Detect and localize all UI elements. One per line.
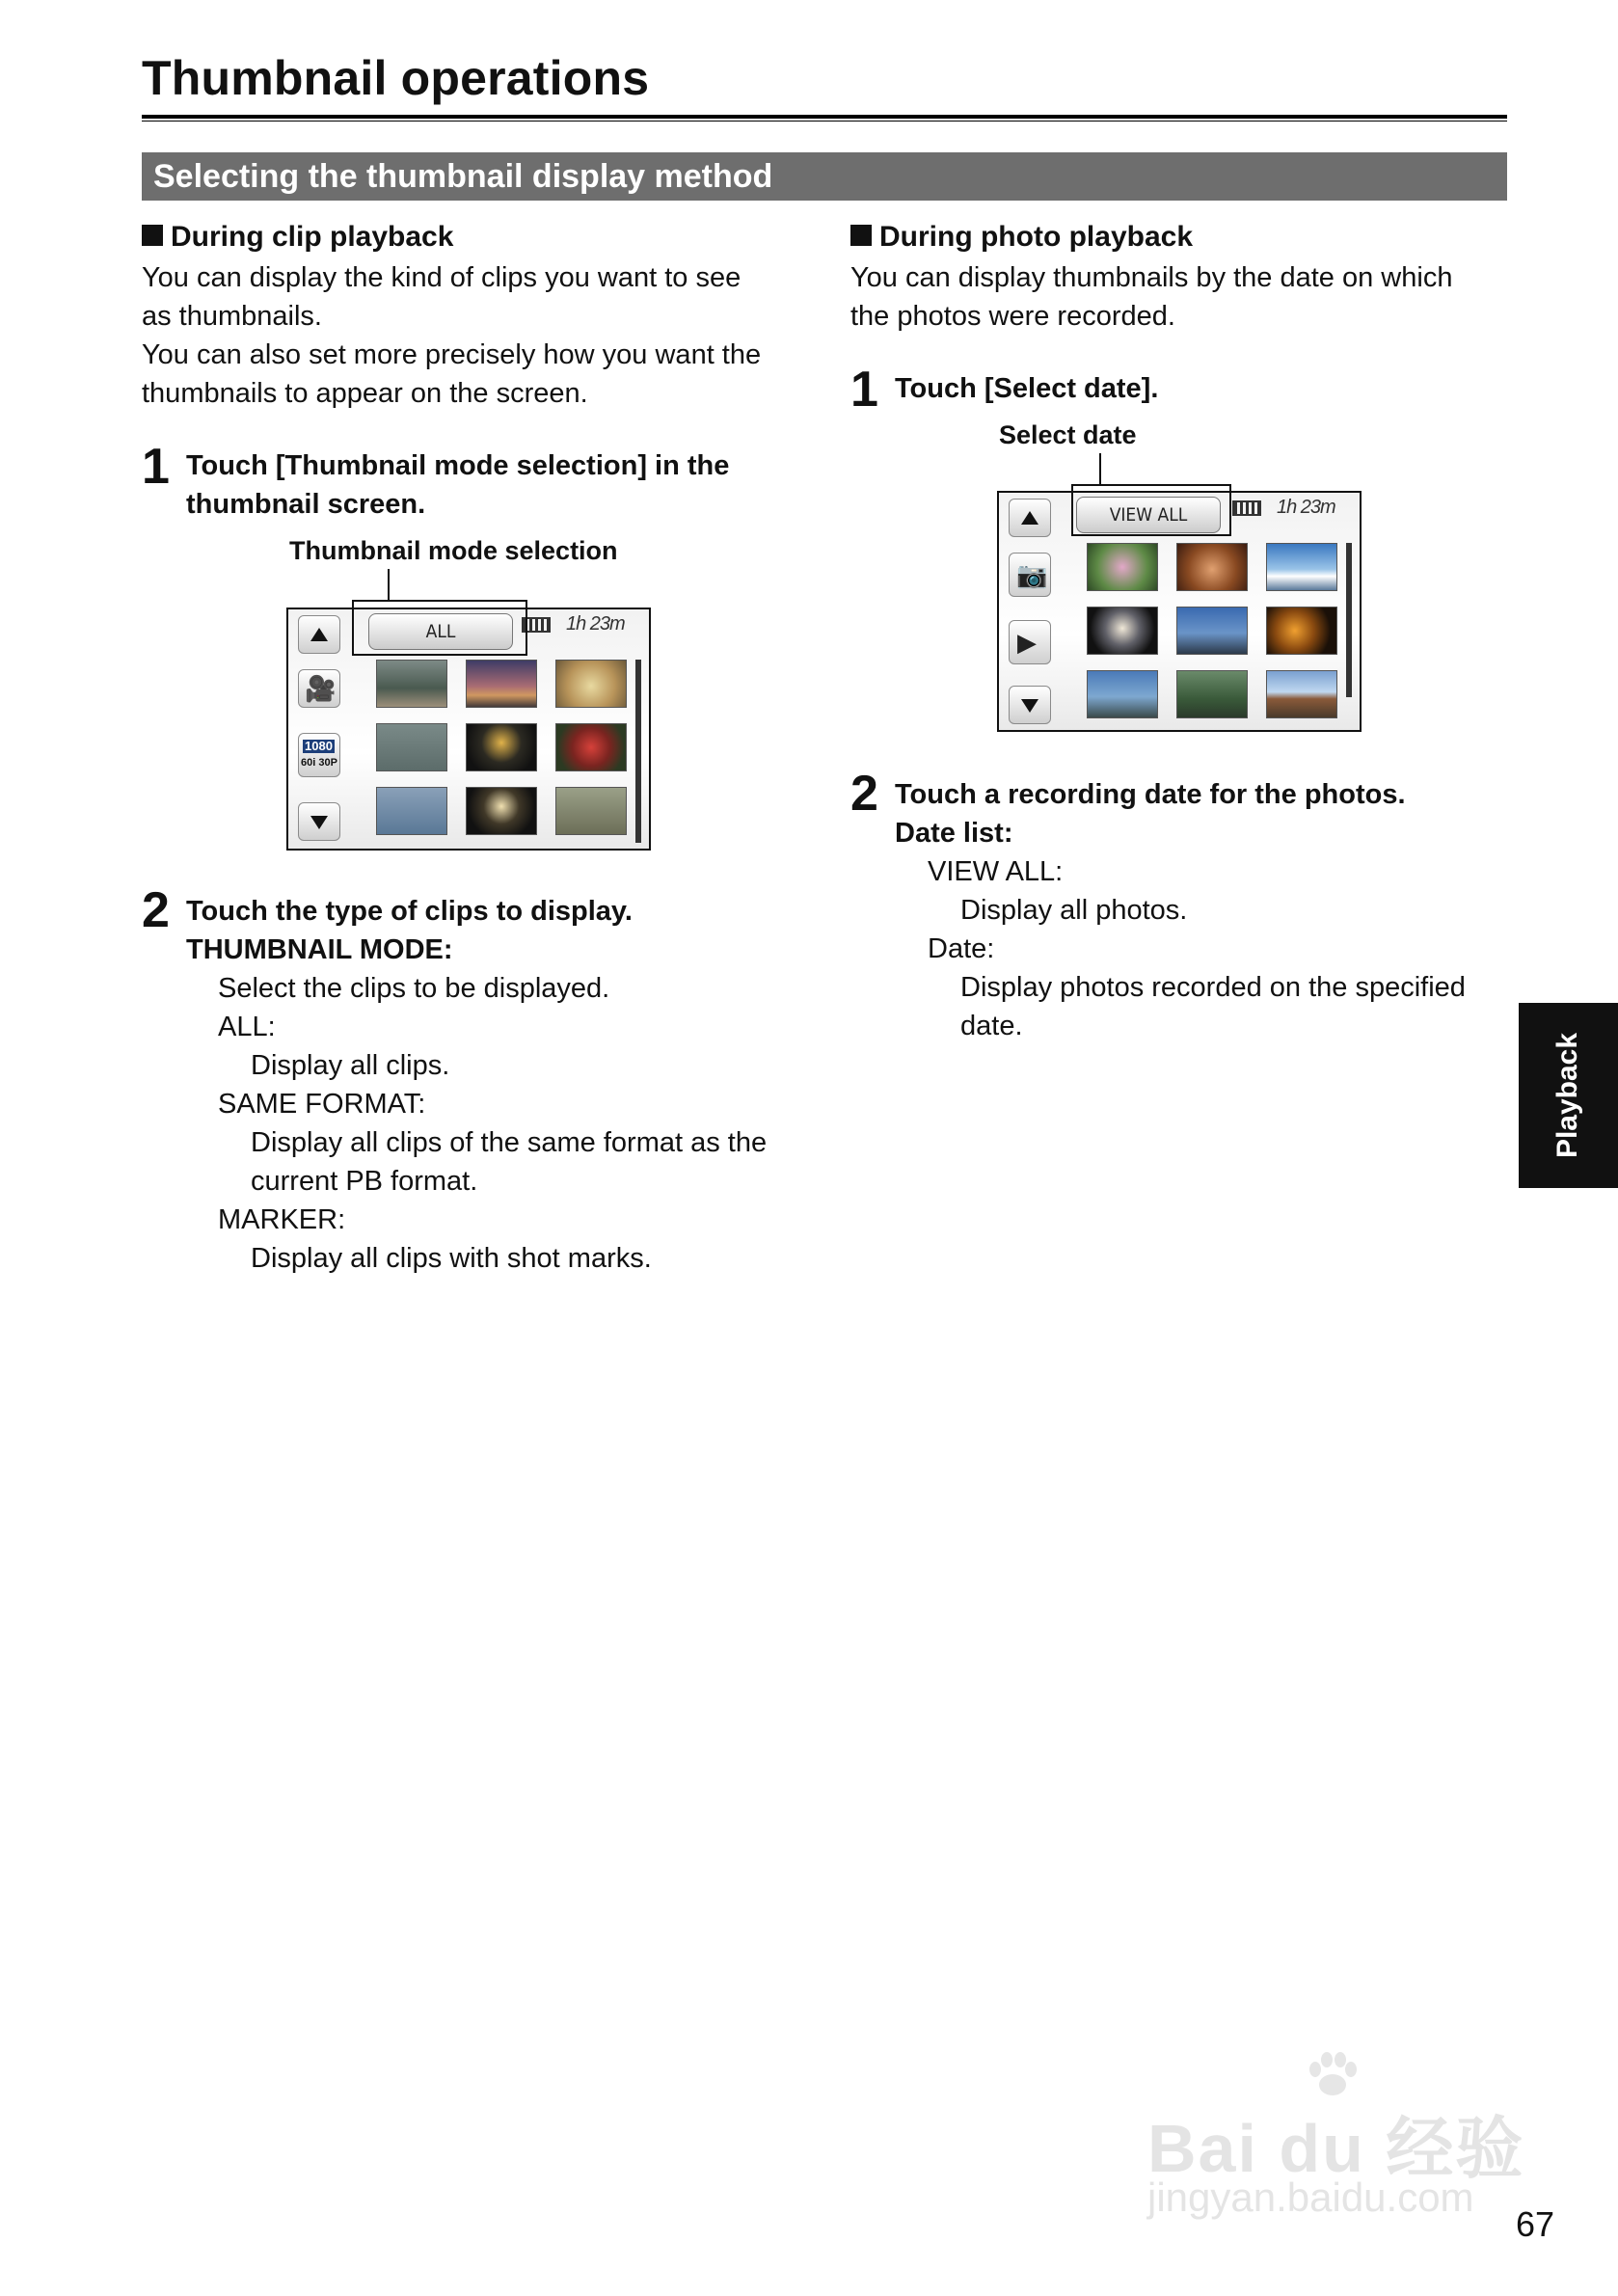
photo-thumbnail[interactable] [1266,670,1337,718]
movie-mode-button[interactable] [298,669,340,708]
movie-camera-icon: 🎥 [305,674,337,703]
option-date-name: Date: [928,933,995,964]
square-bullet-icon [142,225,163,246]
option-view-all-desc: Display all photos. [960,895,1188,926]
photo-thumbnail[interactable] [1176,670,1248,718]
title-rule-thin [142,121,1507,122]
photo-playback-heading [850,221,1193,254]
clip-thumbnail[interactable] [466,723,537,771]
slideshow-icon: ▶ [1017,628,1037,657]
clip-thumbnail[interactable] [376,723,447,771]
photo-thumbnail[interactable] [1266,607,1337,655]
option-view-all-name: VIEW ALL: [928,856,1064,887]
photo-step1-text: Touch [Select date]. [895,373,1159,404]
page-number: 67 [1516,2204,1555,2244]
clip-step1-line: thumbnail screen. [186,489,426,520]
format-badge-bottom: 60i 30P [301,757,337,769]
callout-leader-line [388,569,390,600]
photo-mode-button[interactable] [1009,553,1051,597]
option-marker-desc: Display all clips with shot marks. [251,1243,652,1274]
select-date-button[interactable]: VIEW ALL [1076,497,1221,533]
paw-icon [1304,2050,1362,2098]
callout-highlight-box [352,600,527,656]
photo-thumbnail[interactable] [1087,670,1158,718]
camera-icon: 📷 [1016,560,1048,589]
clip-step2-number: 2 [142,882,170,938]
option-same-format-name: SAME FORMAT: [218,1089,426,1120]
recording-time: 1h 23m [566,613,625,635]
format-button[interactable] [298,733,340,777]
format-badge-top: 1080 [305,739,333,753]
title-rule-thick [142,115,1507,119]
slideshow-button[interactable] [1009,620,1051,664]
watermark-url: jingyan.baidu.com [1147,2174,1474,2220]
option-same-format-desc: current PB format. [251,1166,478,1197]
clip-thumbnail[interactable] [466,787,537,835]
down-arrow-icon [310,816,328,829]
clip-intro-line: as thumbnails. [142,301,322,332]
scrollbar[interactable] [1346,543,1352,697]
page-title: Thumbnail operations [142,51,650,105]
down-arrow-icon [1021,699,1038,713]
thumbnail-mode-desc: Select the clips to be displayed. [218,973,610,1004]
photo-thumbnail[interactable] [1087,543,1158,591]
battery-icon [1232,500,1261,516]
option-all-name: ALL: [218,1012,276,1042]
scroll-down-button[interactable] [298,802,340,841]
thumbnail-mode-options [218,1008,767,1278]
watermark-logo: Bai du 经验 [1147,2111,1525,2186]
option-same-format-desc: Display all clips of the same format as the [251,1127,768,1158]
clip-step1-line: Touch [Thumbnail mode selection] in the [186,450,730,481]
side-tab-label: Playback [1551,1032,1583,1159]
photo-thumbnail[interactable] [1087,607,1158,655]
photo-step2-number: 2 [850,766,878,822]
clip-intro-line: You can also set more precisely how you want the [142,339,762,370]
clip-intro [142,258,761,413]
clip-step1-text [186,446,729,524]
clip-thumbnail[interactable] [376,787,447,835]
clip-intro-line: thumbnails to appear on the screen. [142,378,588,409]
clip-thumbnail[interactable] [376,660,447,708]
photo-thumbnail[interactable] [1176,543,1248,591]
clip-thumbnail[interactable] [555,660,627,708]
clip-playback-heading-text: During clip playback [171,221,454,253]
callout-highlight-box [1071,484,1231,536]
clip-thumbnail[interactable] [555,787,627,835]
photo-intro-line: You can display thumbnails by the date on which [850,262,1453,293]
clip-step2-text: Touch the type of clips to display. [186,896,633,927]
playback-side-tab [1519,1003,1618,1188]
photo-intro [850,258,1452,336]
select-date-callout: Select date [999,420,1137,449]
clip-thumbnail[interactable] [555,723,627,771]
photo-intro-line: the photos were recorded. [850,301,1175,332]
recording-time: 1h 23m [1277,497,1335,518]
scrollbar[interactable] [635,660,641,843]
scroll-down-button[interactable] [1009,686,1051,724]
up-arrow-icon [310,628,328,641]
clip-playback-heading [142,221,453,254]
scroll-up-button[interactable] [298,615,340,654]
option-date-desc: date. [960,1011,1023,1041]
photo-playback-heading-text: During photo playback [879,221,1194,253]
photo-step1-number: 1 [850,362,878,418]
square-bullet-icon [850,225,872,246]
scroll-up-button[interactable] [1009,499,1051,537]
clip-thumbnail[interactable] [466,660,537,708]
callout-leader-line [1099,453,1101,484]
photo-step2-text: Touch a recording date for the photos. [895,779,1406,810]
option-all-desc: Display all clips. [251,1050,450,1081]
thumbnail-mode-button[interactable]: ALL [368,613,513,650]
section-banner: Selecting the thumbnail display method [142,152,1507,201]
photo-thumbnail[interactable] [1176,607,1248,655]
option-marker-name: MARKER: [218,1204,346,1235]
date-list-options [928,852,1466,1045]
clip-intro-line: You can display the kind of clips you want to see [142,262,742,293]
up-arrow-icon [1021,511,1038,525]
thumbnail-mode-callout: Thumbnail mode selection [289,536,618,565]
option-date-desc: Display photos recorded on the specified [960,972,1466,1003]
clip-step1-number: 1 [142,439,170,495]
thumbnail-mode-label: THUMBNAIL MODE: [186,934,453,965]
date-list-label: Date list: [895,818,1013,849]
photo-thumbnail[interactable] [1266,543,1337,591]
